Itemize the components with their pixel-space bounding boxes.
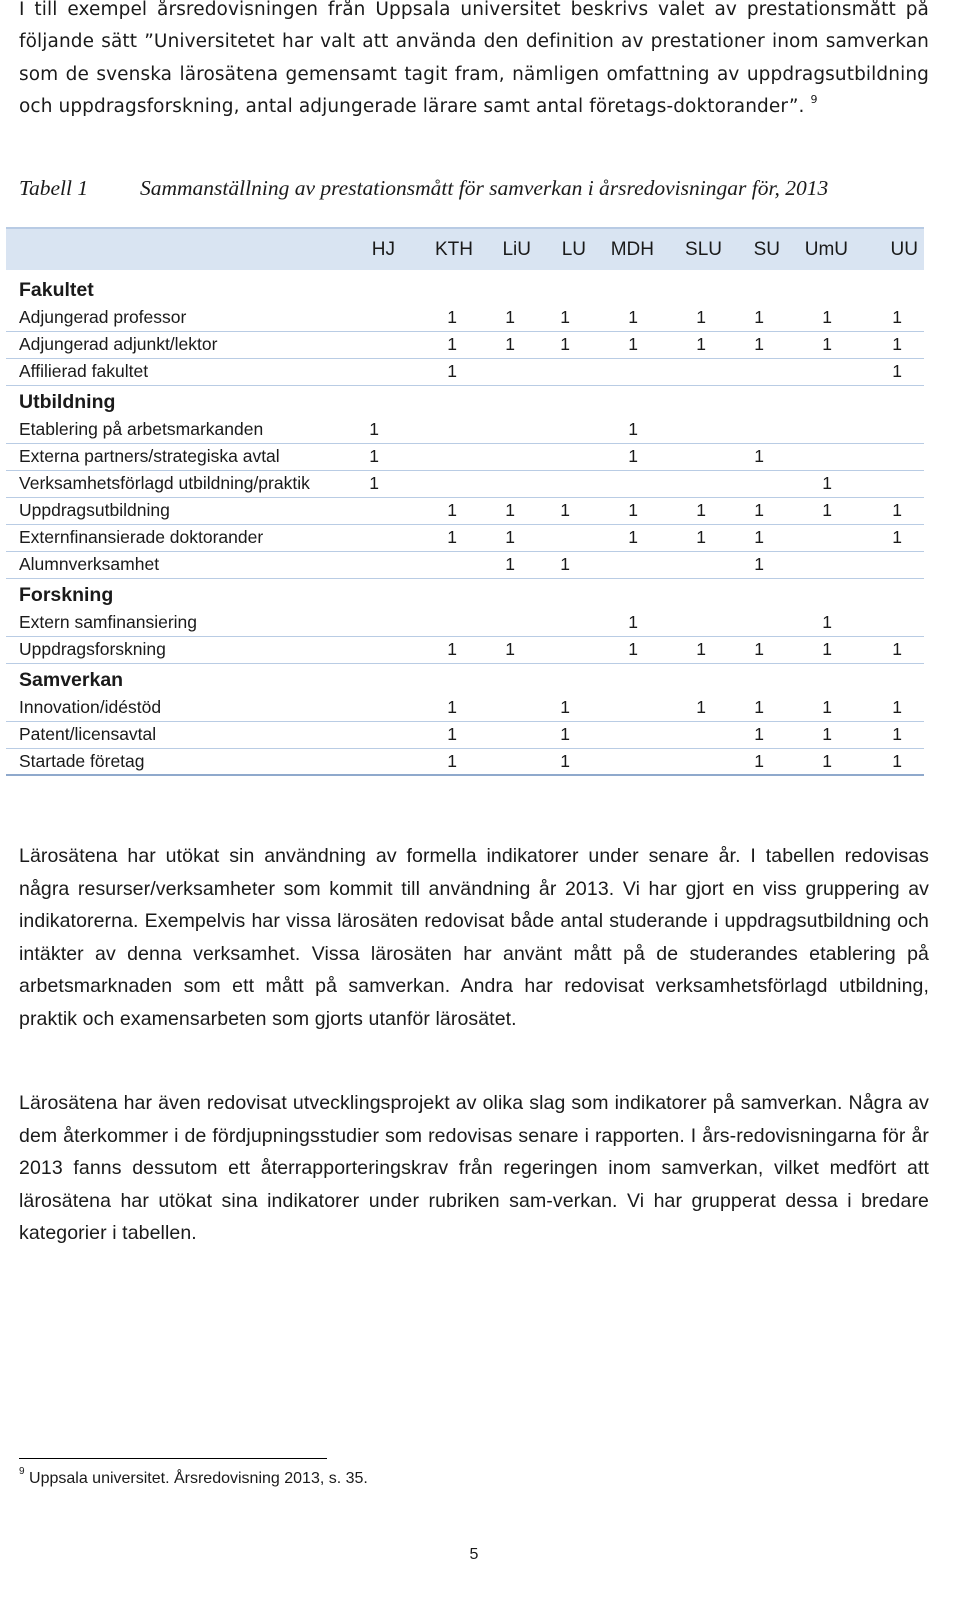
cell-lu: 1 (537, 331, 592, 358)
cell-uu (854, 551, 924, 578)
row-label: Affilierad fakultet (6, 358, 346, 385)
cell-hj (346, 721, 401, 748)
cell-slu (660, 443, 728, 470)
cell-umu: 1 (786, 609, 854, 636)
cell-su: 1 (728, 551, 786, 578)
cell-umu (786, 524, 854, 551)
cell-umu: 1 (786, 748, 854, 775)
cell-hj (346, 636, 401, 663)
table-row (6, 694, 924, 721)
cell-kth: 1 (401, 358, 479, 385)
cell-su (728, 358, 786, 385)
table-row (6, 721, 924, 748)
cell-liu (479, 416, 537, 443)
cell-slu: 1 (660, 694, 728, 721)
column-header-umu: UmU (786, 228, 854, 270)
column-header-liu: LiU (479, 228, 537, 270)
intro-paragraph (19, 0, 929, 124)
cell-umu: 1 (786, 721, 854, 748)
row-label: Adjungerad adjunkt/lektor (6, 331, 346, 358)
cell-umu: 1 (786, 331, 854, 358)
cell-su: 1 (728, 304, 786, 331)
cell-mdh: 1 (592, 609, 660, 636)
row-label: Innovation/idéstöd (6, 694, 346, 721)
row-label: Externa partners/strategiska avtal (6, 443, 346, 470)
section-row (6, 270, 924, 304)
cell-liu (479, 443, 537, 470)
cell-liu (479, 748, 537, 775)
section-title: Fakultet (19, 279, 94, 301)
cell-mdh: 1 (592, 636, 660, 663)
cell-slu: 1 (660, 636, 728, 663)
cell-lu: 1 (537, 721, 592, 748)
section-title: Utbildning (19, 391, 116, 413)
cell-uu: 1 (854, 524, 924, 551)
cell-umu: 1 (786, 694, 854, 721)
cell-slu (660, 416, 728, 443)
cell-hj (346, 609, 401, 636)
footnote-reference: 9 (810, 93, 818, 107)
cell-mdh: 1 (592, 416, 660, 443)
section-row (6, 385, 924, 416)
table-row (6, 524, 924, 551)
column-header-su: SU (728, 228, 786, 270)
cell-kth (401, 551, 479, 578)
page-number: 5 (469, 1546, 479, 1563)
cell-umu: 1 (786, 470, 854, 497)
cell-mdh (592, 694, 660, 721)
cell-su: 1 (728, 636, 786, 663)
cell-slu: 1 (660, 524, 728, 551)
cell-slu (660, 721, 728, 748)
cell-liu: 1 (479, 524, 537, 551)
section-row (6, 578, 924, 609)
table-row (6, 358, 924, 385)
table-caption-label: Tabell 1 (19, 176, 89, 200)
cell-umu (786, 358, 854, 385)
cell-uu (854, 443, 924, 470)
cell-lu (537, 470, 592, 497)
cell-slu: 1 (660, 331, 728, 358)
cell-liu: 1 (479, 551, 537, 578)
section-title: Samverkan (19, 669, 124, 691)
cell-lu (537, 358, 592, 385)
cell-hj: 1 (346, 443, 401, 470)
cell-liu (479, 694, 537, 721)
cell-mdh: 1 (592, 304, 660, 331)
cell-lu: 1 (537, 694, 592, 721)
cell-uu (854, 470, 924, 497)
row-label: Uppdragsforskning (6, 636, 346, 663)
cell-mdh (592, 721, 660, 748)
cell-uu: 1 (854, 748, 924, 775)
indicator-table (6, 227, 924, 776)
cell-uu (854, 416, 924, 443)
cell-su: 1 (728, 748, 786, 775)
cell-hj: 1 (346, 416, 401, 443)
table-row (6, 551, 924, 578)
cell-uu: 1 (854, 721, 924, 748)
footnote-number: 9 (19, 1465, 25, 1477)
row-label: Patent/licensavtal (6, 721, 346, 748)
row-label: Extern samfinansiering (6, 609, 346, 636)
column-header-hj: HJ (346, 228, 401, 270)
row-label: Startade företag (6, 748, 346, 775)
cell-hj (346, 524, 401, 551)
cell-umu (786, 416, 854, 443)
cell-liu: 1 (479, 304, 537, 331)
cell-uu: 1 (854, 358, 924, 385)
column-header-slu: SLU (660, 228, 728, 270)
cell-liu (479, 358, 537, 385)
row-label: Uppdragsutbildning (6, 497, 346, 524)
cell-uu: 1 (854, 636, 924, 663)
cell-su: 1 (728, 721, 786, 748)
table-row (6, 443, 924, 470)
cell-hj (346, 497, 401, 524)
row-label: Etablering på arbetsmarkanden (6, 416, 346, 443)
cell-slu (660, 551, 728, 578)
cell-su (728, 470, 786, 497)
body-paragraph-2: Lärosätena har även redovisat utvecklingsprojekt av olika slag som indikatorer på samverkan. Några av dem återkommer i de fördjupningsstudier som redovisas senare i rapporten. I års-redovisningarna för år 2013 fanns dessutom ett återrapporteringskrav från regeringen inom samverkan, vilket medfört att lärosätena har utökat sina indikatorer under rubriken sam-verkan. Vi har grupperat dessa i bredare kategorier i tabellen. (19, 1092, 929, 1244)
cell-lu: 1 (537, 497, 592, 524)
section-row (6, 663, 924, 694)
cell-hj (346, 331, 401, 358)
column-header-mdh: MDH (592, 228, 660, 270)
table-body (6, 270, 924, 775)
cell-mdh: 1 (592, 524, 660, 551)
table-row (6, 609, 924, 636)
row-label: Externfinansierade doktorander (6, 524, 346, 551)
cell-kth: 1 (401, 524, 479, 551)
footnote-divider (19, 1458, 327, 1459)
cell-kth: 1 (401, 304, 479, 331)
cell-hj (346, 304, 401, 331)
cell-mdh: 1 (592, 443, 660, 470)
cell-kth (401, 470, 479, 497)
cell-hj: 1 (346, 470, 401, 497)
table-header-blank (6, 228, 346, 270)
cell-su: 1 (728, 497, 786, 524)
cell-mdh (592, 470, 660, 497)
cell-kth (401, 609, 479, 636)
cell-slu (660, 748, 728, 775)
table-row (6, 304, 924, 331)
cell-liu (479, 721, 537, 748)
cell-su (728, 416, 786, 443)
section-title: Forskning (19, 584, 114, 606)
table-row (6, 636, 924, 663)
row-label: Verksamhetsförlagd utbildning/praktik (6, 470, 346, 497)
column-header-lu: LU (537, 228, 592, 270)
cell-hj (346, 748, 401, 775)
table-row (6, 416, 924, 443)
cell-slu (660, 609, 728, 636)
table-row (6, 331, 924, 358)
cell-su (728, 609, 786, 636)
cell-liu: 1 (479, 636, 537, 663)
cell-liu: 1 (479, 497, 537, 524)
cell-mdh: 1 (592, 331, 660, 358)
cell-lu: 1 (537, 748, 592, 775)
cell-slu: 1 (660, 497, 728, 524)
cell-lu (537, 636, 592, 663)
cell-lu: 1 (537, 551, 592, 578)
cell-mdh: 1 (592, 497, 660, 524)
cell-uu: 1 (854, 694, 924, 721)
cell-liu (479, 609, 537, 636)
cell-umu: 1 (786, 304, 854, 331)
table-caption-title: Sammanställning av prestationsmått för samverkan i årsredovisningar för, 2013 (140, 176, 829, 200)
column-header-uu: UU (854, 228, 924, 270)
cell-umu (786, 443, 854, 470)
cell-uu: 1 (854, 331, 924, 358)
cell-mdh (592, 551, 660, 578)
cell-kth (401, 443, 479, 470)
cell-hj (346, 358, 401, 385)
cell-slu (660, 470, 728, 497)
cell-lu: 1 (537, 304, 592, 331)
cell-slu: 1 (660, 304, 728, 331)
cell-umu: 1 (786, 497, 854, 524)
cell-lu (537, 609, 592, 636)
cell-lu (537, 416, 592, 443)
cell-umu: 1 (786, 636, 854, 663)
cell-mdh (592, 358, 660, 385)
table-caption (19, 176, 929, 201)
footnote-text: Uppsala universitet. Årsredovisning 2013, s. 35. (29, 1470, 368, 1487)
cell-liu (479, 470, 537, 497)
cell-umu (786, 551, 854, 578)
cell-hj (346, 694, 401, 721)
cell-kth: 1 (401, 331, 479, 358)
cell-su: 1 (728, 443, 786, 470)
cell-kth: 1 (401, 636, 479, 663)
cell-kth (401, 416, 479, 443)
cell-lu (537, 443, 592, 470)
body-paragraph-1: Lärosätena har utökat sin användning av formella indikatorer under senare år. I tabellen redovisas några resurser/verksamheter som kommit till användning år 2013. Vi har gjort en viss gruppering av indikatorerna. Exempelvis har vissa lärosäten redovisat både antal studerande i uppdragsutbildning och intäkter av denna verksamhet. Vissa lärosäten har använt mått på de studerandes etablering på arbetsmarknaden som ett mått på samverkan. Andra har redovisat verksamhetsförlagd utbildning, praktik och examensarbeten som gjorts utanför lärosätet. (19, 845, 929, 1030)
cell-mdh (592, 748, 660, 775)
cell-lu (537, 524, 592, 551)
footnote (19, 1465, 368, 1488)
cell-uu: 1 (854, 304, 924, 331)
cell-kth: 1 (401, 748, 479, 775)
table-row (6, 497, 924, 524)
cell-slu (660, 358, 728, 385)
table-row (6, 470, 924, 497)
cell-su: 1 (728, 524, 786, 551)
cell-kth: 1 (401, 694, 479, 721)
cell-hj (346, 551, 401, 578)
row-label: Alumnverksamhet (6, 551, 346, 578)
cell-uu (854, 609, 924, 636)
cell-su: 1 (728, 694, 786, 721)
cell-kth: 1 (401, 721, 479, 748)
row-label: Adjungerad professor (6, 304, 346, 331)
column-header-kth: KTH (401, 228, 479, 270)
intro-text: I till exempel årsredovisningen från Uppsala universitet beskrivs valet av prestationsmått på följande sätt ”Universitetet har valt att använda den definition av prestationer inom samverkan som de svenska lärosätena gemensamt tagit fram, nämligen omfattning av uppdragsutbildning och uppdragsforskning, antal adjungerade lärare samt antal företags-doktorander”. (19, 0, 929, 118)
cell-kth: 1 (401, 497, 479, 524)
cell-liu: 1 (479, 331, 537, 358)
cell-uu: 1 (854, 497, 924, 524)
table-row (6, 748, 924, 775)
cell-su: 1 (728, 331, 786, 358)
table-header-row (6, 228, 924, 270)
